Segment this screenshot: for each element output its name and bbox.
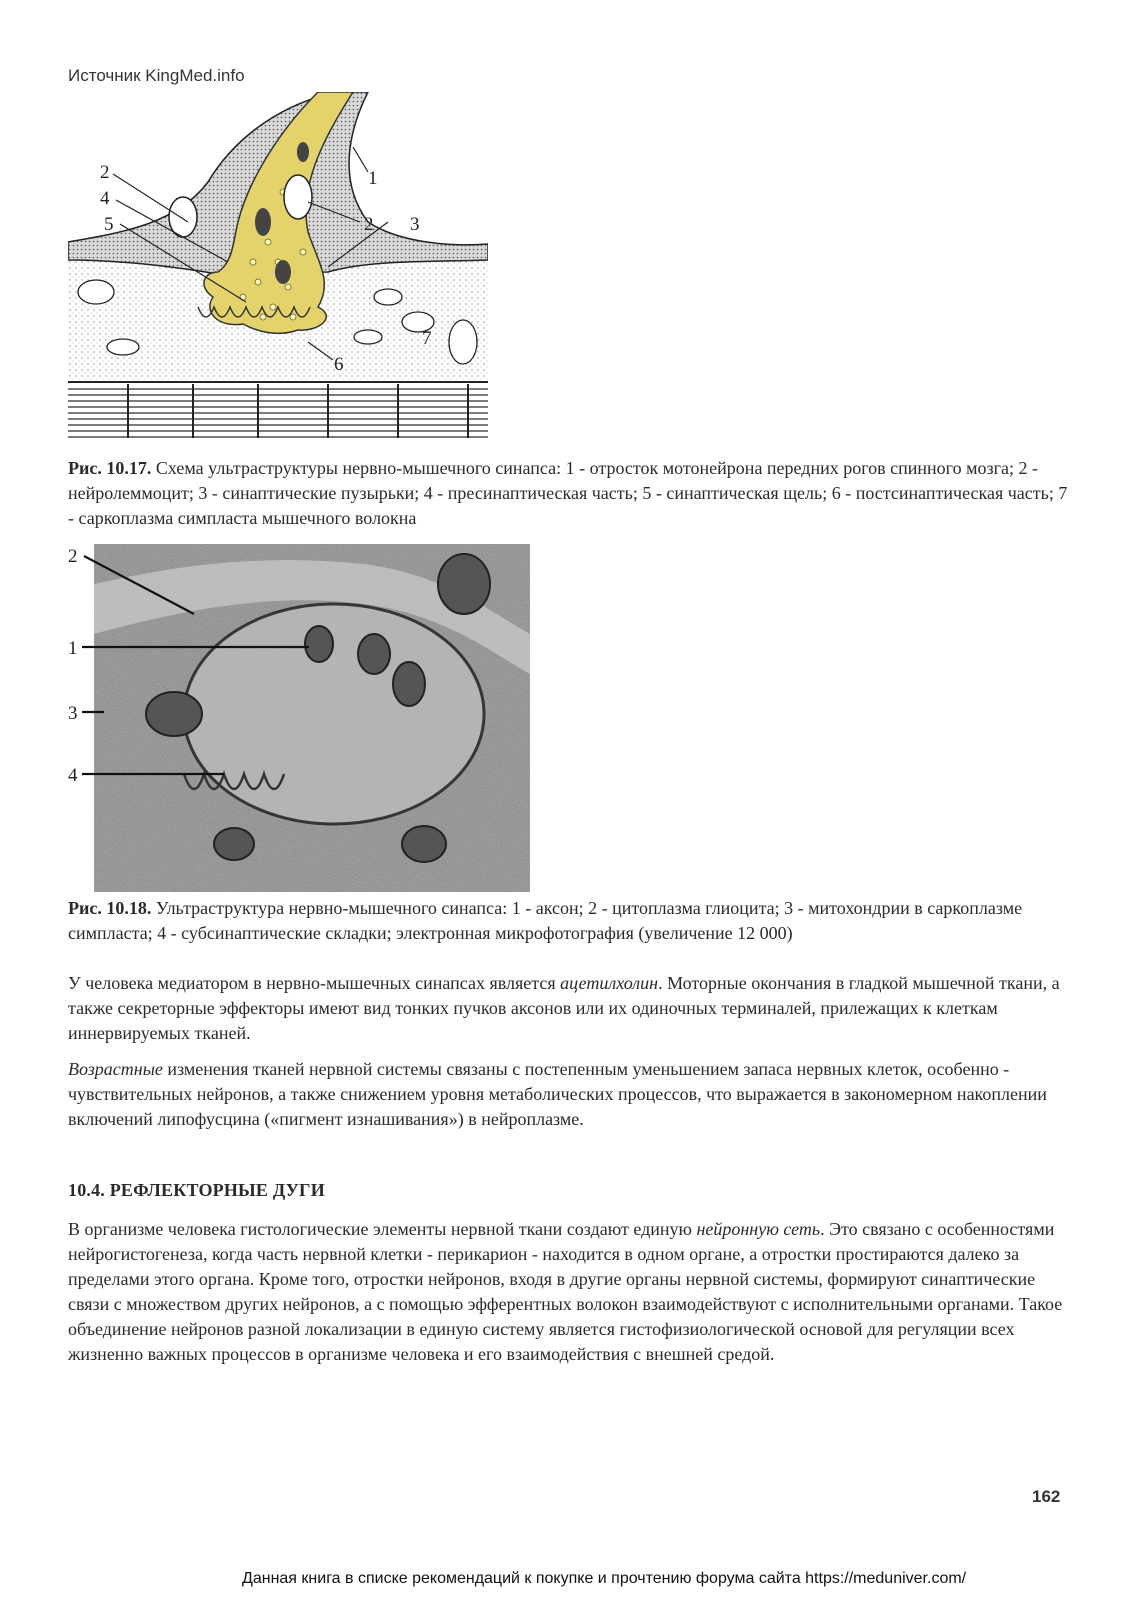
figure2-label-2: 2 xyxy=(68,546,78,567)
para2-italic-term: Возрастные xyxy=(68,1059,163,1079)
figure2-caption-text: Ультраструктура нервно-мышечного синапса: 1 - аксон; 2 - цитоплазма глиоцита; 3 - митохондрии в саркоплазме симпласта; 4 - субсинаптические складки; электронная микрофотография (увеличение 12 000) xyxy=(68,898,1023,943)
page-number: 162 xyxy=(1032,1487,1061,1506)
figure1-label-2a: 2 xyxy=(100,162,110,183)
para1-text-end: . Моторные окончания в гладкой мышечной ткани, а также секреторные эффекторы имеют вид тонких пучков аксонов или их одиночных терминалей, прилежащих к клеткам иннервируемых тканей. xyxy=(68,973,1060,1043)
para2-text-end: изменения тканей нервной системы связаны с постепенным уменьшением запаса нервных клеток, особенно - чувствительных нейронов, а также снижением уровня метаболических процессов, что выражается в закономерном накоплении включений липофусцина («пигмент изнашивания») в нейроплазме. xyxy=(68,1059,1047,1129)
figure1-label-7: 7 xyxy=(422,328,432,349)
para3-text-end: . Это связано с особенностями нейрогистогенеза, когда часть нервной клетки - перикарион - находится в одном органе, а отростки простираются далеко за пределами этого органа. Кроме того, отростки нейронов, входя в другие органы нервной системы, формируют синаптические связи с множеством других нейронов, а с помощью эфферентных волокон взаимодействуют с исполнительными органами. Такое объединение нейронов разной локализации в единую систему является гистофизиологической основой для регуляции всех жизненно важных процессов в организме человека и его взаимодействия с внешней средой. xyxy=(68,1219,1063,1364)
paragraph-neuronal-network xyxy=(68,1217,1068,1367)
paragraph-mediator xyxy=(68,971,1068,1046)
figure1-label-6: 6 xyxy=(334,354,344,375)
footer-note: Данная книга в списке рекомендаций к покупке и прочтению форума сайта https://meduniver.com/ xyxy=(242,1570,967,1587)
paragraph-age-changes xyxy=(68,1057,1068,1132)
figure1-label-3: 3 xyxy=(410,214,420,235)
figure1-caption-number: Рис. 10.17. xyxy=(68,458,152,478)
figure2-label-1: 1 xyxy=(68,638,78,659)
figure1-label-5: 5 xyxy=(104,214,114,235)
para1-italic-term: ацетилхолин xyxy=(560,973,659,993)
figure1-caption-text: Схема ультраструктуры нервно-мышечного синапса: 1 - отросток мотонейрона передних рогов спинного мозга; 2 - нейролеммоцит; 3 - синаптические пузырьки; 4 - пресинаптическая часть; 5 - синаптическая щель; 6 - постсинаптическая часть; 7 - саркоплазма симпласта мышечного волокна xyxy=(68,458,1068,528)
para3-text-start: В организме человека гистологические элементы нервной ткани создают единую xyxy=(68,1219,697,1239)
figure1-caption xyxy=(68,456,1068,531)
figure-synapse-schematic xyxy=(68,92,488,438)
figure2-label-3: 3 xyxy=(68,703,78,724)
figure-electron-micrograph xyxy=(64,544,530,892)
para3-italic-term: нейронную сеть xyxy=(696,1219,821,1239)
figure2-caption xyxy=(68,896,1068,946)
figure2-caption-number: Рис. 10.18. xyxy=(68,898,152,918)
source-label: Источник KingMed.info xyxy=(68,66,245,85)
figure1-label-4: 4 xyxy=(100,188,110,209)
figure1-label-1: 1 xyxy=(368,168,378,189)
para1-text-start: У человека медиатором в нервно-мышечных синапсах является xyxy=(68,973,561,993)
figure2-label-4: 4 xyxy=(68,765,78,786)
figure1-label-2b: 2 xyxy=(364,214,374,235)
section-heading: 10.4. РЕФЛЕКТОРНЫЕ ДУГИ xyxy=(68,1180,325,1200)
